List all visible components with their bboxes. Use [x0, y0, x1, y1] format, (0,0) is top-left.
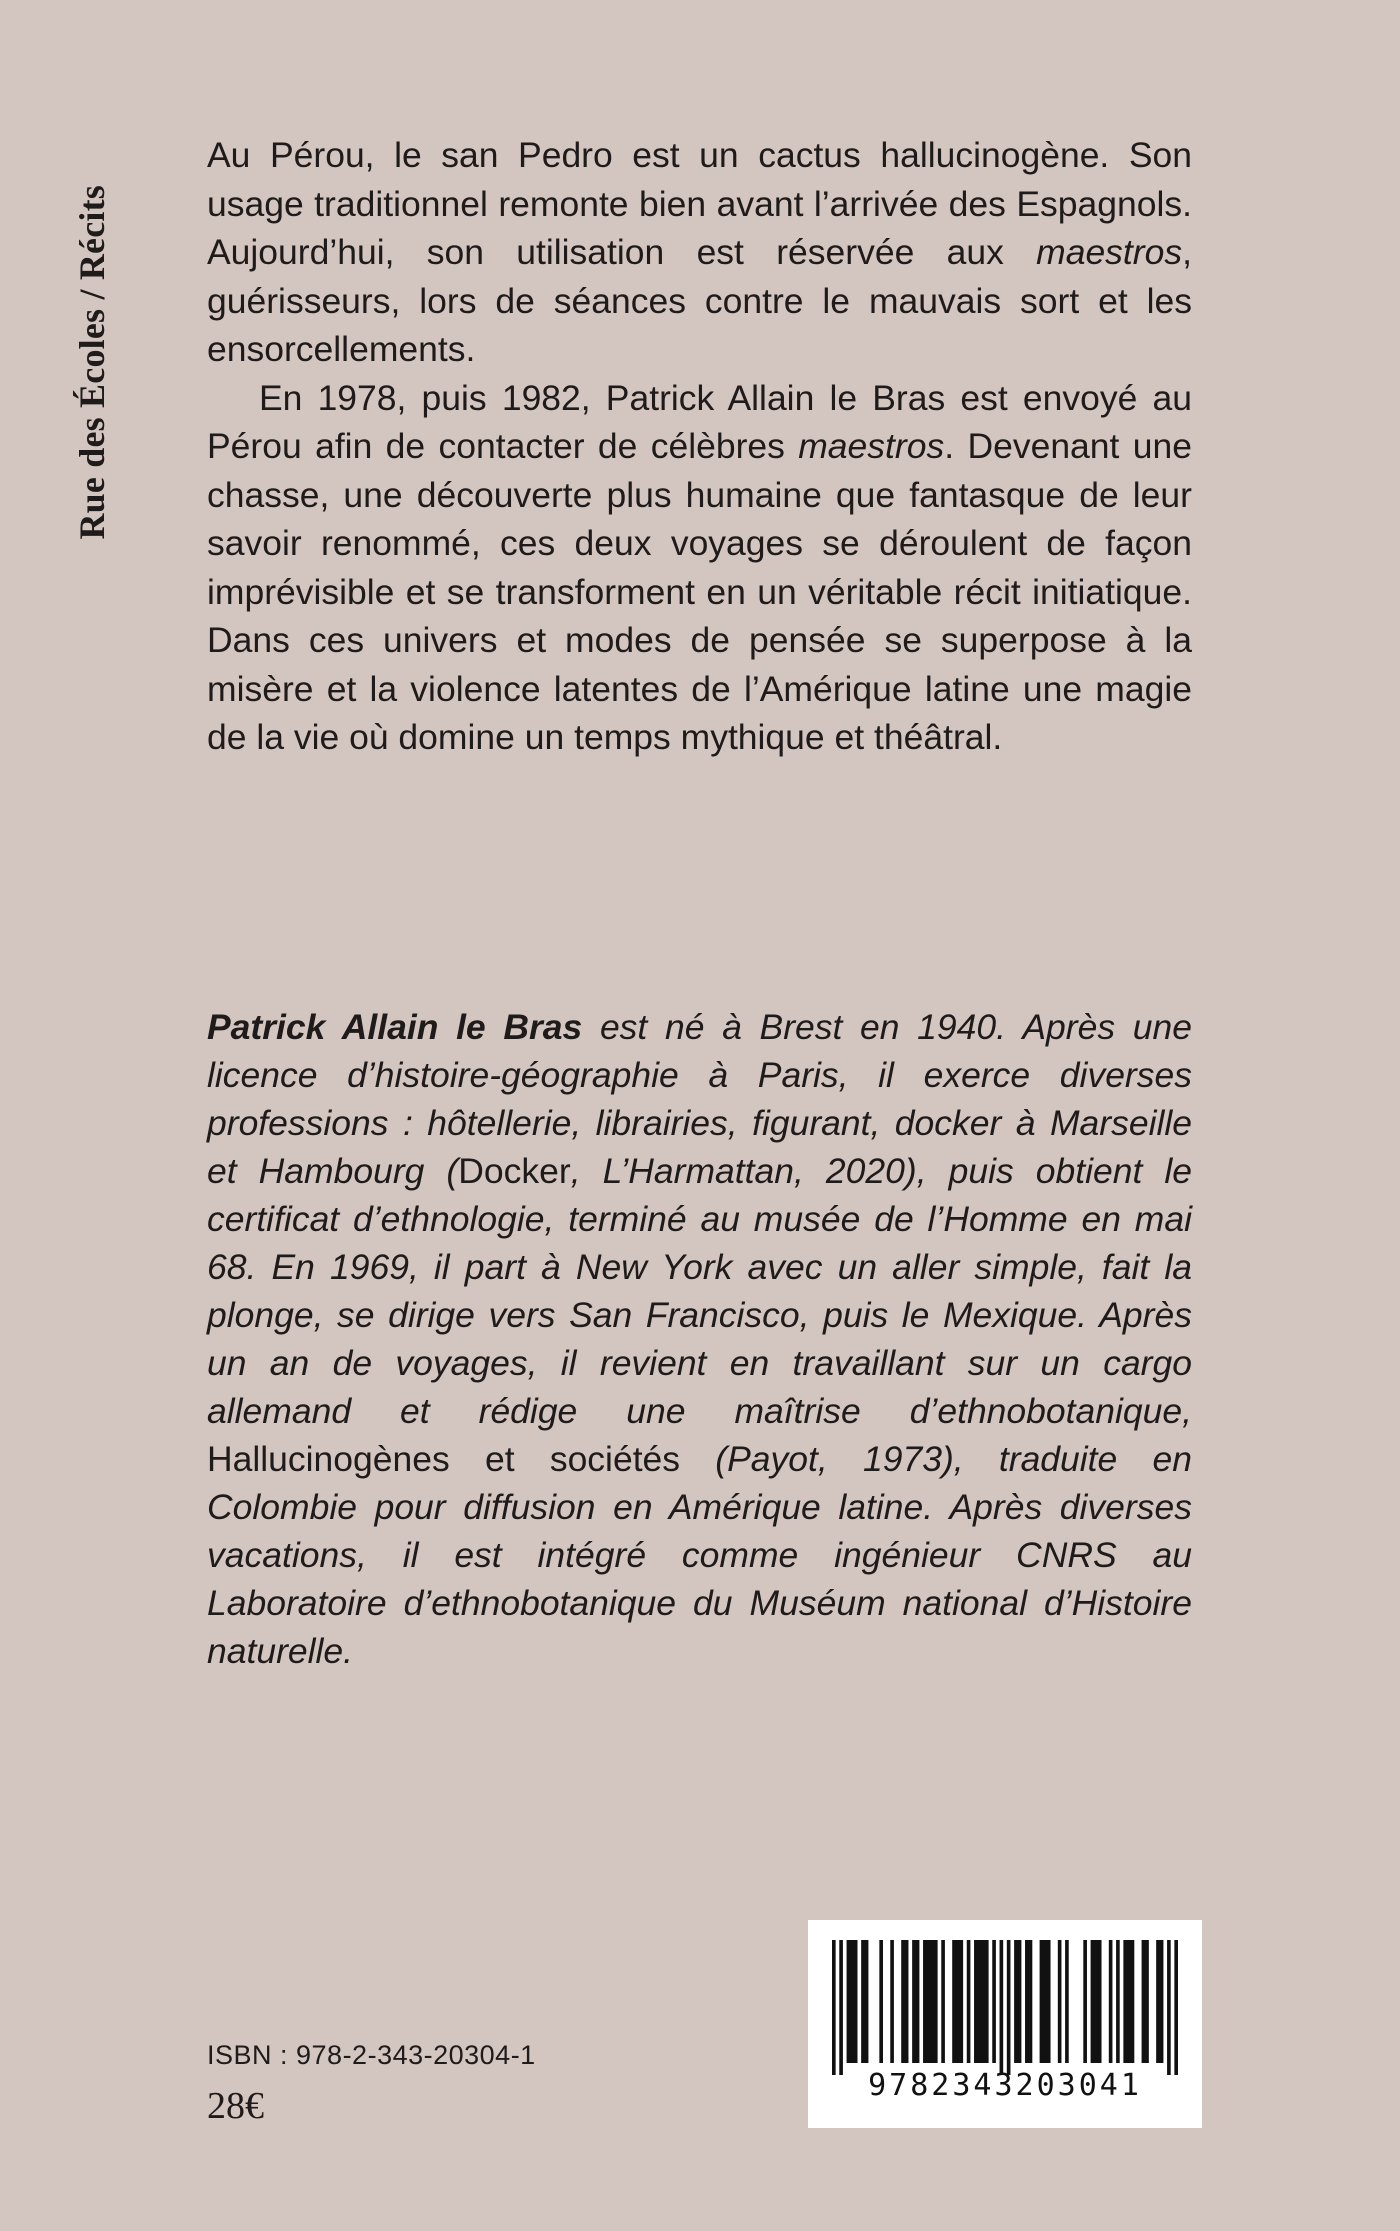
- barcode-bar: [1167, 1940, 1171, 2075]
- emphasis-maestros: maestros: [798, 426, 945, 466]
- emphasis-maestros: maestros: [1036, 232, 1183, 272]
- barcode-bar: [1174, 1940, 1178, 2075]
- barcode-bar: [941, 1940, 945, 2063]
- blurb-paragraph-2: En 1978, puis 1982, Patrick Allain le Bras est envoyé au Pérou afin de contacter de célèbres maestros. Devenant une chasse, une découverte plus humaine que fantasque de leur savoir renommé, ces deux voyages se déroulent de façon imprévisible et se transforment en un véritable récit initiatique. Dans ces univers et modes de pensée se superpose à la misère et la violence latentes de l’Amérique latine une magie de la vie où domine un temps mythique et théâtral.: [207, 377, 1192, 757]
- blurb: [207, 131, 1192, 762]
- barcode-bar: [1091, 1940, 1102, 2063]
- barcode-bar: [861, 1940, 868, 2063]
- barcode-bar: [967, 1940, 971, 2063]
- barcode-bar: [1058, 1940, 1062, 2063]
- barcode-bar: [1065, 1940, 1069, 2063]
- book-title-hallucinogenes: Hallucinogènes et sociétés: [207, 1439, 681, 1479]
- collection-title: Rue des Écoles / Récits: [72, 185, 112, 540]
- price: 28€: [207, 2085, 264, 2127]
- barcode-bar: [1116, 1940, 1120, 2063]
- barcode-bar: [1040, 1940, 1051, 2063]
- barcode: [808, 1920, 1202, 2128]
- barcode-bar: [1109, 1940, 1113, 2063]
- blurb-paragraph-1: Au Pérou, le san Pedro est un cactus hallucinogène. Son usage traditionnel remonte bien avant l’arrivée des Espagnols. Aujourd’hui, son utilisation est réservée aux maestros, guérisseurs, lors de séances contre le mauvais sort et les ensorcellements.: [207, 135, 1192, 369]
- barcode-bar: [847, 1940, 858, 2063]
- barcode-bar: [1014, 1940, 1021, 2063]
- barcode-bars: [832, 1940, 1178, 2075]
- barcode-bar: [1007, 1940, 1011, 2075]
- barcode-bar: [974, 1940, 989, 2063]
- barcode-bar: [832, 1940, 836, 2075]
- barcode-bar: [1142, 1940, 1149, 2063]
- barcode-bar: [1156, 1940, 1163, 2063]
- isbn: ISBN : 978-2-343-20304-1: [207, 2040, 536, 2070]
- barcode-bar: [923, 1940, 938, 2063]
- barcode-number: 9782343203041: [868, 2068, 1142, 2103]
- barcode-bar: [901, 1940, 908, 2063]
- barcode-bar: [879, 1940, 883, 2063]
- barcode-bar: [1083, 1940, 1087, 2063]
- spine-collection-label: [62, 100, 122, 540]
- barcode-bar: [839, 1940, 843, 2075]
- book-title-docker: Docker: [458, 1151, 571, 1191]
- barcode-bar: [1025, 1940, 1032, 2063]
- author-name: Patrick Allain le Bras: [207, 1007, 583, 1047]
- barcode-bar: [992, 1940, 996, 2063]
- barcode-bar: [912, 1940, 919, 2063]
- author-bio: [207, 1003, 1192, 1675]
- barcode-bar: [1123, 1940, 1134, 2063]
- barcode-bar: [952, 1940, 963, 2063]
- barcode-bar: [890, 1940, 894, 2063]
- author-bio-paragraph: Patrick Allain le Bras est né à Brest en 1940. Après une licence d’histoire-géographie à Paris, il exerce diverses professions : hôtellerie, librairies, figurant, docker à Marseille et Hambourg (Docker, L’Harmattan, 2020), puis obtient le certificat d’ethnologie, terminé au musée de l’Homme en mai 68. En 1969, il part à New York avec un aller simple, fait la plonge, se dirige vers San Francisco, puis le Mexique. Après un an de voyages, il revient en travaillant sur un cargo allemand et rédige une maîtrise d’ethnobotanique, Hallucinogènes et sociétés (Payot, 1973), traduite en Colombie pour diffusion en Amérique latine. Après diverses vacations, il est intégré comme ingénieur CNRS au Laboratoire d’ethnobotanique du Muséum national d’Histoire naturelle.: [207, 1007, 1193, 1671]
- barcode-bar: [1000, 1940, 1004, 2075]
